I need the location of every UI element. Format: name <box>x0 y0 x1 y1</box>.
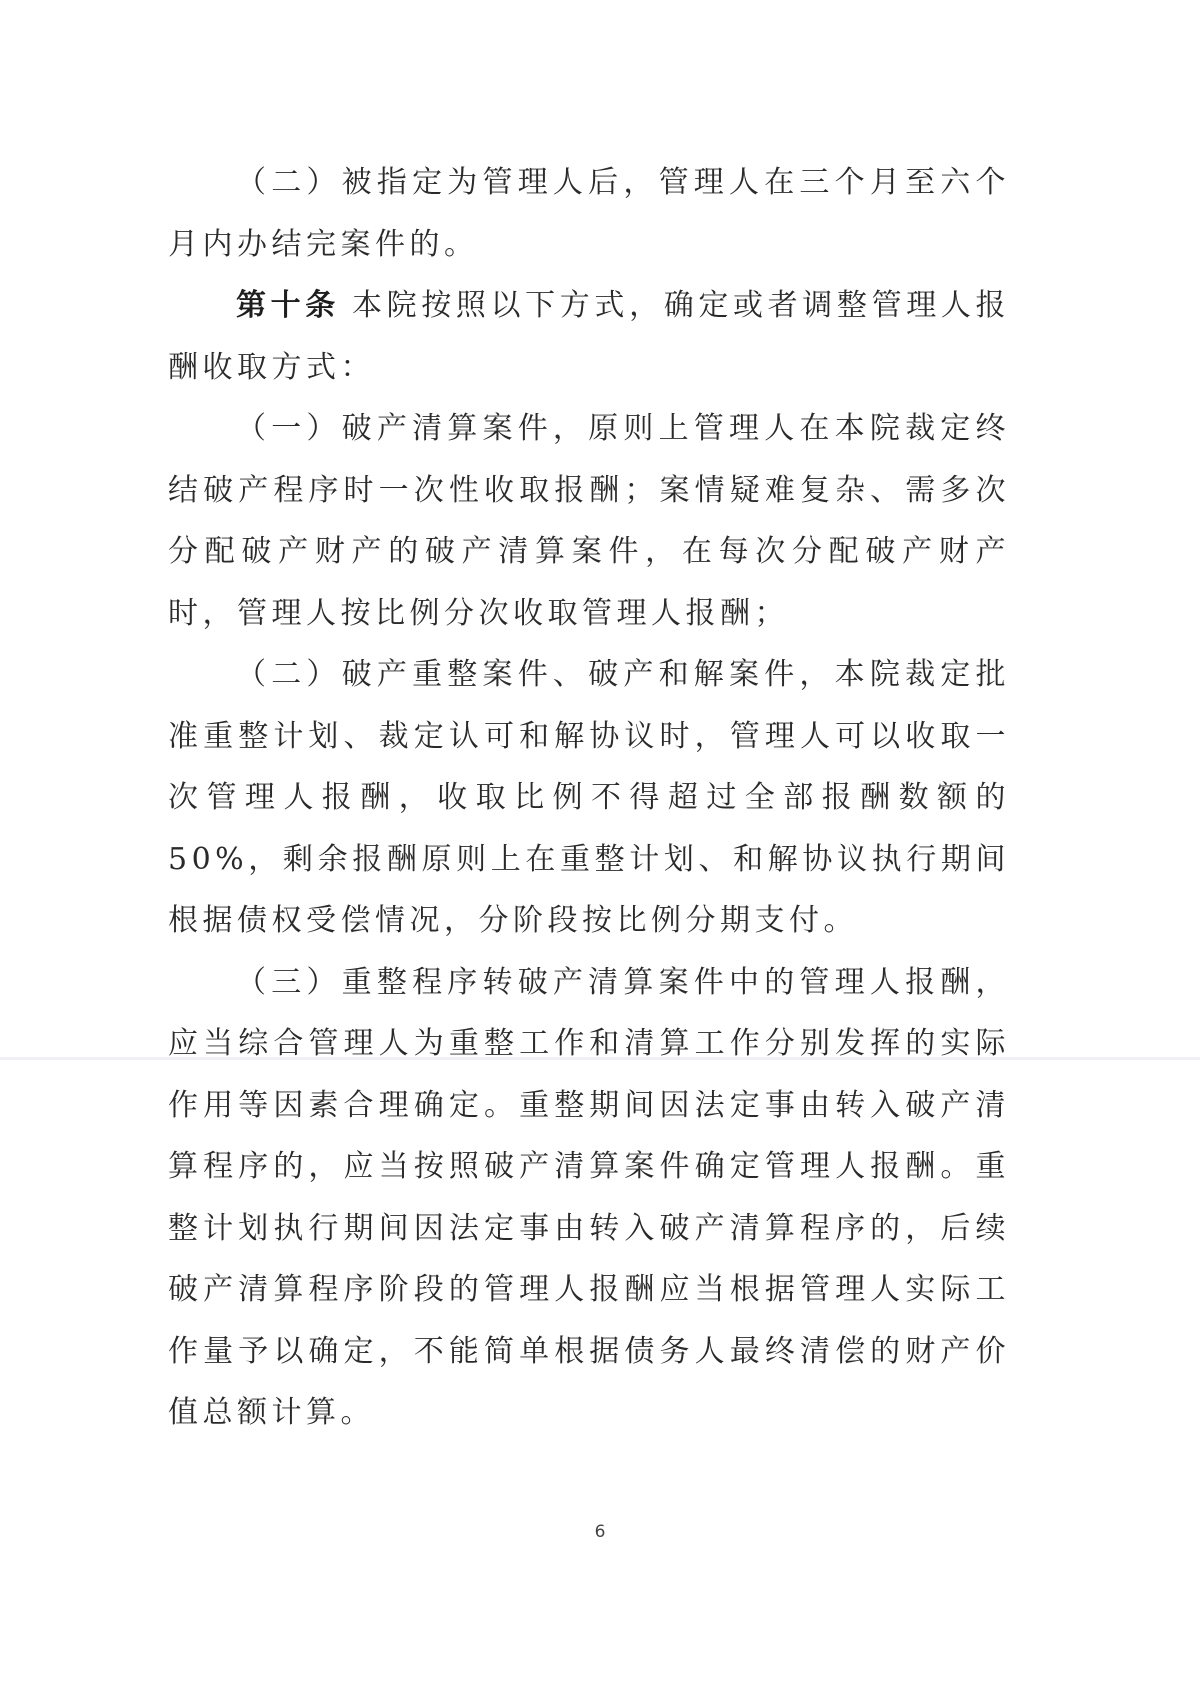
paragraph-item-3 <box>168 952 1010 1444</box>
paragraph-item-2 <box>168 644 1010 952</box>
paragraph-article-10 <box>168 275 1010 398</box>
paragraph-text: （一）破产清算案件，原则上管理人在本院裁定终结破产程序时一次性收取报酬；案情疑难复杂、需多次分配破产财产的破产清算案件，在每次分配破产财产时，管理人按比例分次收取管理人报酬； <box>168 411 1010 631</box>
paragraph-text: （二）破产重整案件、破产和解案件，本院裁定批准重整计划、裁定认可和解协议时，管理人可以收取一次管理人报酬，收取比例不得超过全部报酬数额的50%，剩余报酬原则上在重整计划、和解协议执行期间根据债权受偿情况，分阶段按比例分期支付。 <box>168 657 1010 938</box>
paragraph-text: （三）重整程序转破产清算案件中的管理人报酬，应当综合管理人为重整工作和清算工作分别发挥的实际作用等因素合理确定。重整期间因法定事由转入破产清算程序的，应当按照破产清算案件确定管理人报酬。重整计划执行期间因法定事由转入破产清算程序的，后续破产清算程序阶段的管理人报酬应当根据管理人实际工作量予以确定，不能简单根据债务人最终清偿的财产价值总额计算。 <box>168 964 1010 1430</box>
paragraph-item-1 <box>168 398 1010 644</box>
paragraph-text: （二）被指定为管理人后，管理人在三个月至六个月内办结完案件的。 <box>168 165 1010 262</box>
paragraph-text: 本院按照以下方式，确定或者调整管理人报酬收取方式： <box>168 288 1011 385</box>
article-number: 第十条 <box>236 288 340 323</box>
paragraph-clause-2 <box>168 152 1010 275</box>
document-body <box>168 152 1010 1444</box>
page-number: 6 <box>594 1522 606 1542</box>
